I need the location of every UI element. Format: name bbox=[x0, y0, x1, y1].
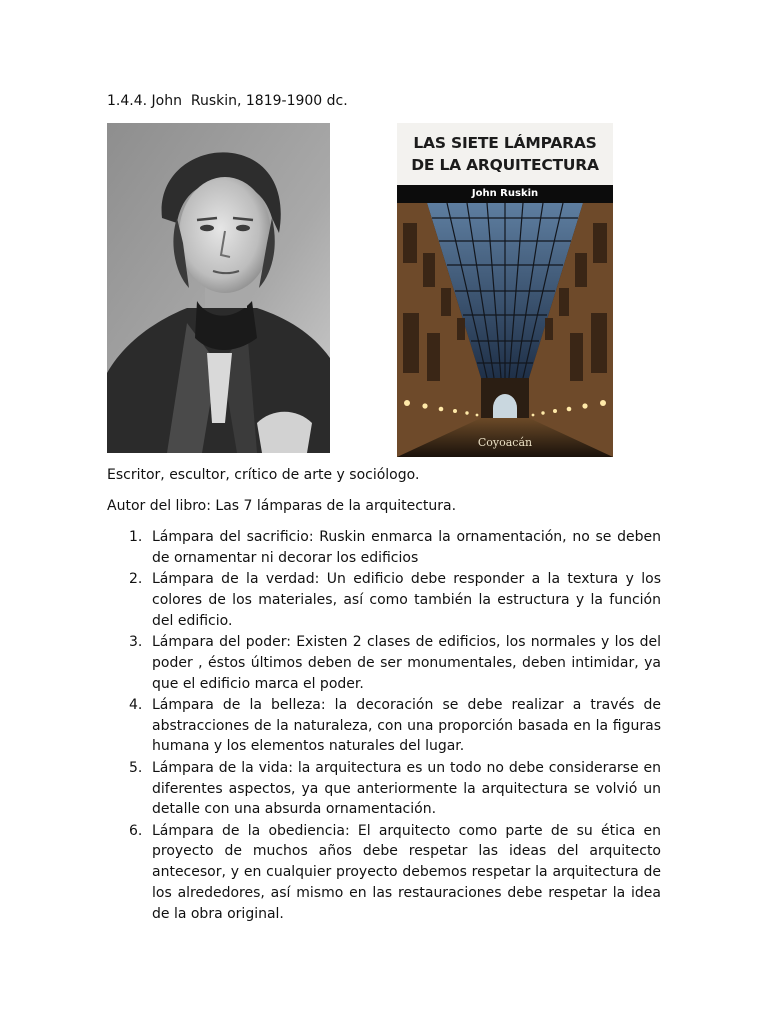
list-item bbox=[107, 758, 661, 820]
portrait-photo bbox=[107, 123, 330, 453]
list-item-text: Lámpara del poder: Existen 2 clases de edificios, los normales y los del poder , éstos últimos deben de ser monumentales, deben intimidar, ya que el edificio marca el poder. bbox=[152, 633, 661, 692]
list-item-text: Lámpara de la obediencia: El arquitecto como parte de su ética en proyecto de muchos años debe respetar las ideas del arquitecto antecesor, y en cualquier proyecto debemos respetar la arquitectura de los alrededores, así mismo en las restauraciones debe respetar la idea de la obra original. bbox=[152, 822, 661, 922]
list-item bbox=[107, 821, 661, 925]
list-item-text: Lámpara de la belleza: la decoración se debe realizar a través de abstracciones de la naturaleza, con una proporción basada en la figuras humana y los elementos naturales del lugar. bbox=[152, 696, 661, 755]
book-cover-author: John Ruskin bbox=[397, 185, 613, 203]
book-cover-image bbox=[397, 123, 613, 457]
list-item-text: Lámpara de la verdad: Un edificio debe responder a la textura y los colores de los materiales, así como también la estructura y la función del edificio. bbox=[152, 571, 661, 629]
galleria-arcade-illustration bbox=[397, 203, 613, 457]
book-cover-title-line2: DE LA ARQUITECTURA bbox=[411, 156, 599, 174]
book-cover-title-line1: LAS SIETE LÁMPARAS bbox=[413, 134, 597, 152]
list-item-text: Lámpara del sacrificio: Ruskin enmarca la ornamentación, no se deben de ornamentar ni decorar los edificios bbox=[152, 529, 661, 566]
list-item-number: 5. bbox=[129, 759, 143, 776]
list-item bbox=[107, 527, 661, 569]
list-item-number: 2. bbox=[129, 571, 143, 588]
list-item-number: 6. bbox=[129, 822, 143, 839]
section-heading: 1.4.4. John Ruskin, 1819-1900 dc. bbox=[107, 93, 348, 109]
book-reference: Autor del libro: Las 7 lámparas de la arquitectura. bbox=[107, 498, 457, 514]
list-item-number: 3. bbox=[129, 633, 143, 650]
list-item-number: 4. bbox=[129, 696, 143, 713]
list-item-number: 1. bbox=[129, 529, 143, 545]
list-item bbox=[107, 695, 661, 757]
author-description: Escritor, escultor, crítico de arte y sociólogo. bbox=[107, 467, 420, 483]
list-item bbox=[107, 632, 661, 694]
list-item bbox=[107, 569, 661, 631]
book-cover-title bbox=[397, 123, 613, 185]
lamps-list bbox=[107, 527, 661, 925]
list-item-text: Lámpara de la vida: la arquitectura es un todo no debe considerarse en diferentes aspectos, ya que anteriormente la arquitectura se volvió un detalle con una absurda ornamentación. bbox=[152, 759, 661, 818]
book-cover-publisher: Coyoacán bbox=[477, 436, 533, 449]
